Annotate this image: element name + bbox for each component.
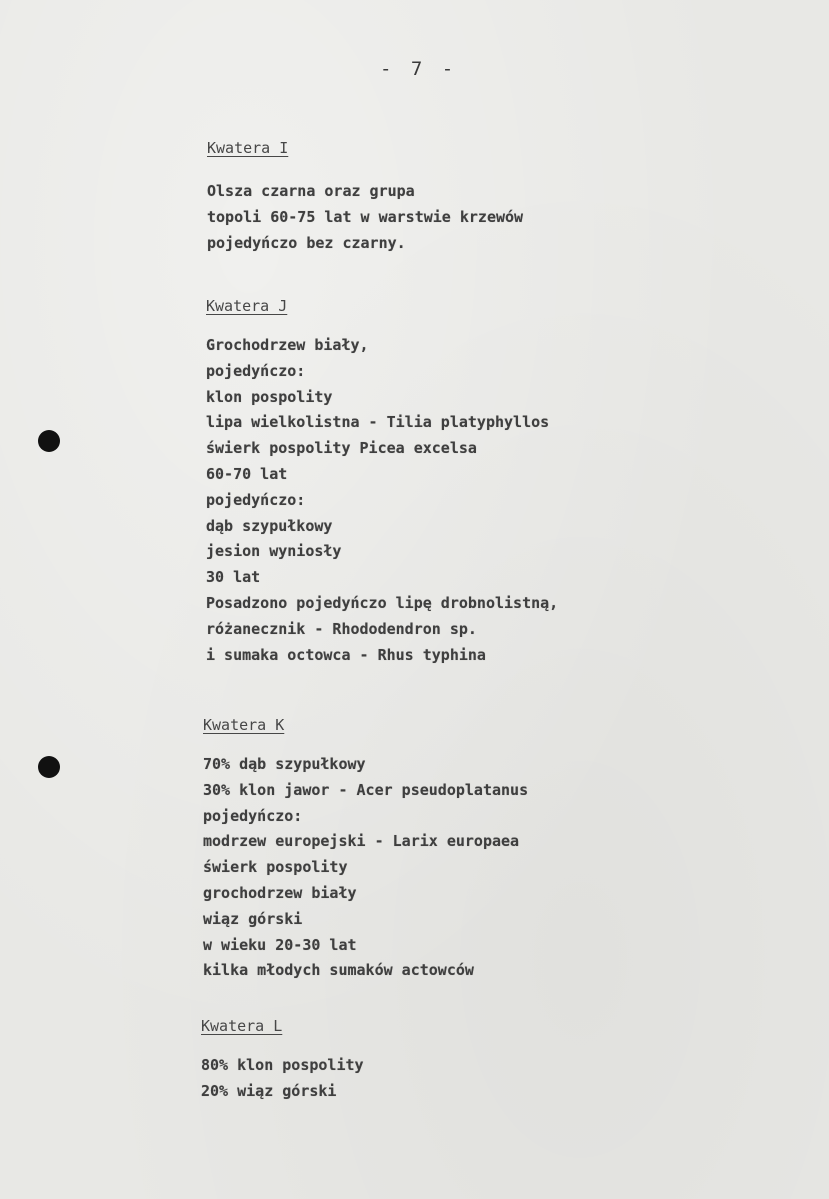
text-line: modrzew europejski - Larix europaea [203,832,520,851]
text-line: 70% dąb szypułkowy [203,755,366,773]
text-line: jesion wyniosły [206,542,342,561]
text-line: świerk pospolity [203,858,348,877]
text-line: pojedyńczo bez czarny. [207,233,406,252]
text-line: Grochodrzew biały, [206,336,369,354]
text-line: dąb szypułkowy [206,516,333,535]
text-line: różanecznik - Rhododendron sp. [206,619,477,638]
text-line: pojedyńczo: [206,490,306,509]
page-number: - 7 - [380,58,458,80]
section-kwatera-l [201,1016,364,1105]
text-line: i sumaka octowca - Rhus typhina [206,645,486,664]
text-line: klon pospolity [206,387,333,406]
section-heading: Kwatera I [207,139,289,157]
text-line: pojedyńczo: [206,361,306,380]
section-lines [201,1053,364,1105]
text-line: lipa wielkolistna - Tilia platyphyllos [206,413,550,432]
text-line: 30 lat [206,568,261,587]
text-line: Olsza czarna oraz grupa [207,182,415,200]
text-line: 30% klon jawor - Acer pseudoplatanus [203,780,529,799]
section-kwatera-k [203,715,528,984]
section-heading: Kwatera L [201,1017,283,1035]
text-line: świerk pospolity Picea excelsa [206,439,477,458]
text-line: topoli 60-75 lat w warstwie krzewów [207,207,524,226]
section-lines [207,179,523,256]
punch-hole [38,756,60,778]
text-line: 80% klon pospolity [201,1056,364,1074]
section-heading: Kwatera J [206,297,288,315]
text-line: w wieku 20-30 lat [203,935,357,954]
text-line: Posadzono pojedyńczo lipę drobnolistną, [206,593,559,612]
punch-hole [38,430,60,452]
section-kwatera-i [207,138,523,256]
section-lines [206,333,558,668]
section-kwatera-j [206,296,558,668]
text-line: wiąz górski [203,909,303,928]
section-heading: Kwatera K [203,716,285,734]
section-lines [203,752,528,984]
text-line: kilka młodych sumaków actowców [203,961,474,980]
text-line: 60-70 lat [206,464,288,483]
text-line: 20% wiąz górski [201,1081,337,1100]
text-line: pojedyńczo: [203,806,303,825]
text-line: grochodrzew biały [203,883,357,902]
